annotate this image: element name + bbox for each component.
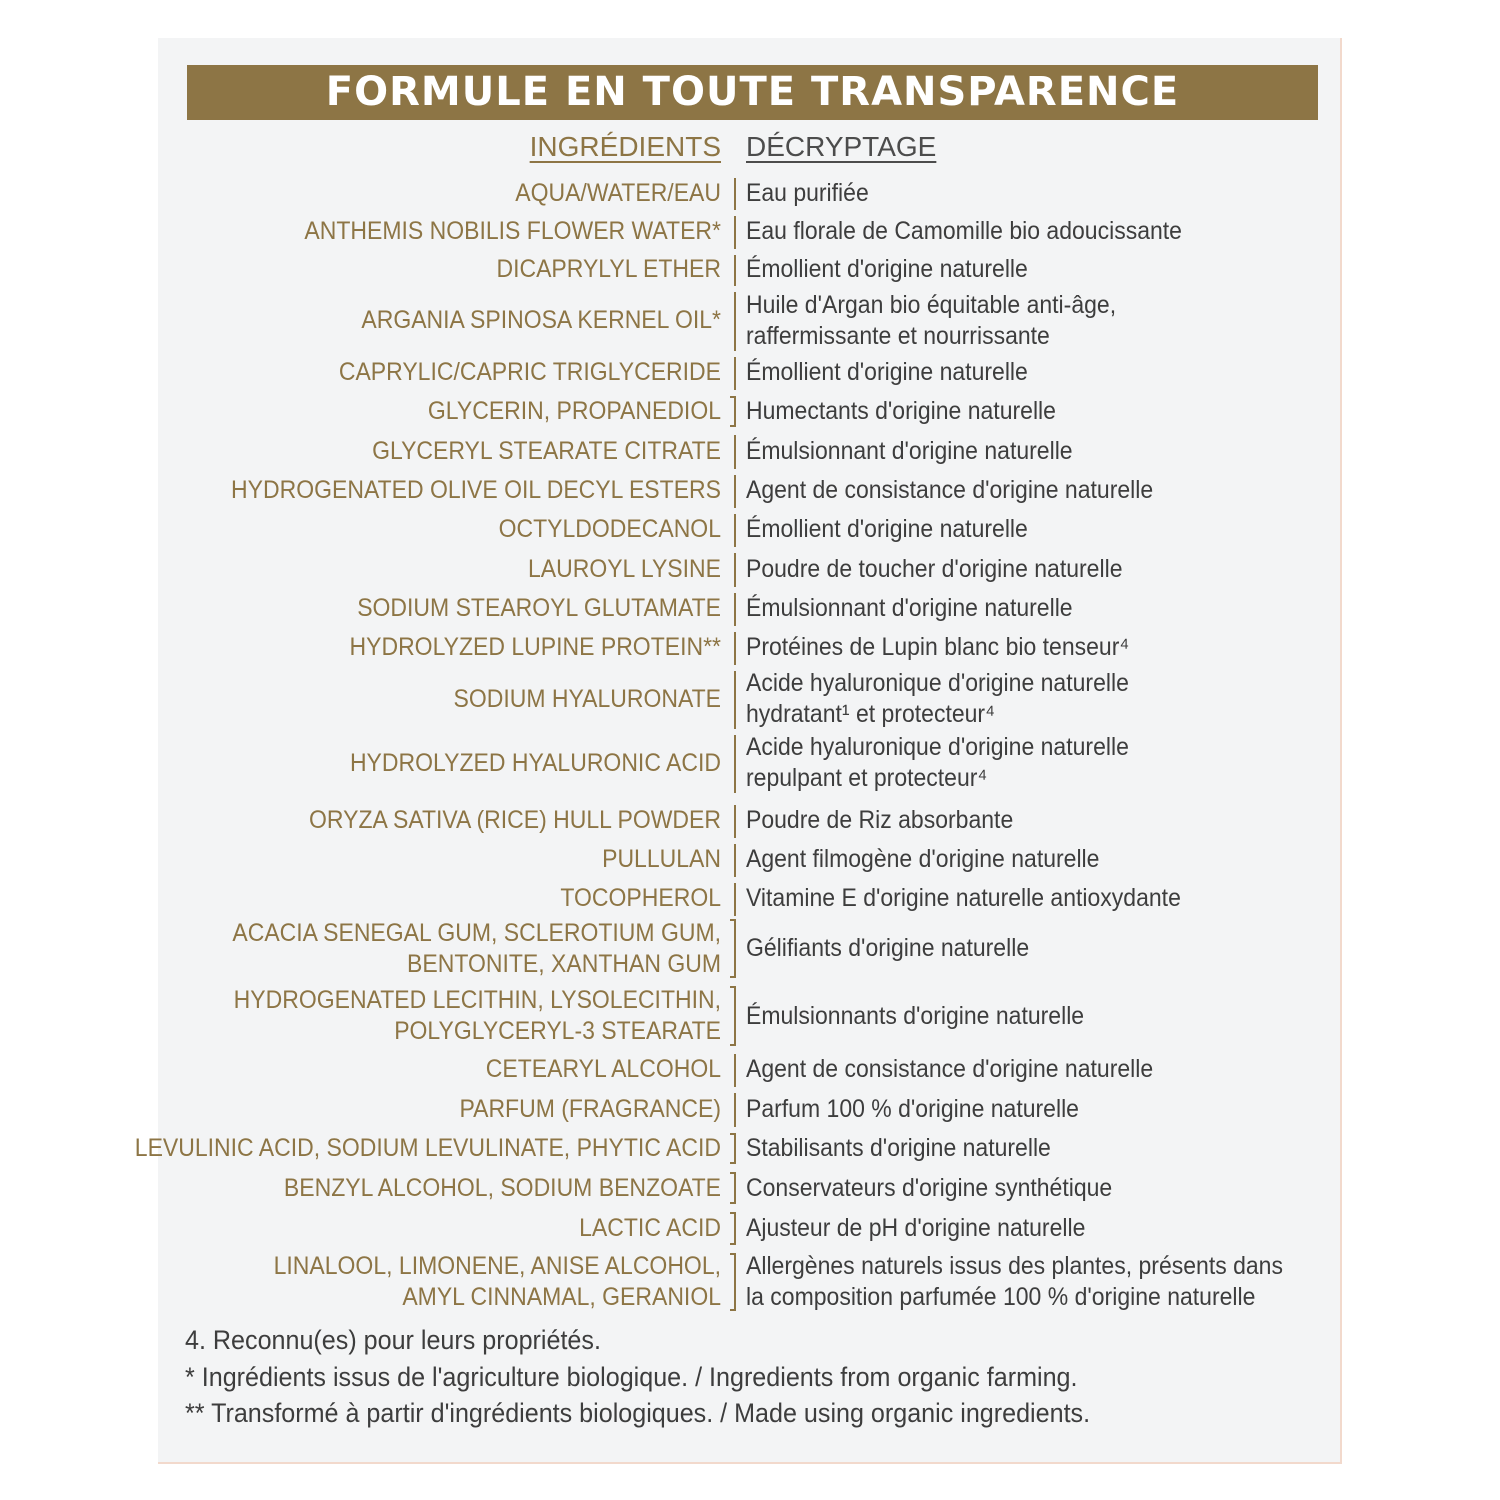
ingredient-name bbox=[206, 288, 721, 353]
footnote: * Ingrédients issus de l'agriculture biologique. / Ingredients from organic farming. bbox=[185, 1361, 1078, 1392]
table-row bbox=[0, 589, 1500, 628]
description-line: Huile d'Argan bio équitable anti-âge, bbox=[746, 290, 1117, 319]
ingredient-line: HYDROLYZED LUPINE PROTEIN** bbox=[349, 633, 721, 661]
separator-line bbox=[734, 178, 736, 210]
ingredient-name bbox=[206, 801, 721, 840]
ingredient-line: CAPRYLIC/CAPRIC TRIGLYCERIDE bbox=[338, 358, 721, 386]
ingredient-line: BENTONITE, XANTHAN GUM bbox=[407, 949, 721, 978]
footnotes bbox=[185, 1322, 1090, 1432]
ingredient-name bbox=[206, 431, 721, 471]
ingredient-description bbox=[746, 1249, 1283, 1315]
separator-line bbox=[734, 216, 736, 249]
description-line: Allergènes naturels issus des plantes, présents dans bbox=[746, 1252, 1283, 1280]
separator-line bbox=[734, 735, 736, 793]
ingredient-name bbox=[206, 353, 721, 392]
ingredient-description bbox=[746, 915, 1270, 982]
group-bracket bbox=[730, 1133, 736, 1164]
ingredient-name bbox=[206, 251, 721, 288]
description-line: Vitamine E d'origine naturelle antioxydante bbox=[746, 884, 1181, 912]
ingredient-line: ACACIA SENEGAL GUM, SCLEROTIUM GUM, bbox=[232, 918, 721, 947]
table-row bbox=[0, 801, 1500, 840]
ingredient-line: POLYGLYCERYL-3 STEARATE bbox=[394, 1017, 721, 1045]
separator-line bbox=[734, 255, 736, 286]
separator-line bbox=[734, 435, 736, 469]
ingredient-line: ORYZA SATIVA (RICE) HULL POWDER bbox=[309, 806, 721, 834]
ingredient-name bbox=[206, 1168, 721, 1208]
separator-line bbox=[734, 514, 736, 547]
description-line: la composition parfumée 100 % d'origine naturelle bbox=[746, 1283, 1256, 1311]
ingredient-name bbox=[206, 731, 721, 795]
table-row bbox=[0, 667, 1500, 731]
separator-line bbox=[734, 475, 736, 508]
ingredient-line: AQUA/WATER/EAU bbox=[515, 178, 721, 207]
table-row bbox=[0, 1129, 1500, 1168]
table-row bbox=[0, 353, 1500, 392]
description-line: Poudre de toucher d'origine naturelle bbox=[746, 554, 1123, 583]
separator-line bbox=[734, 1093, 736, 1127]
ingredient-line: SODIUM STEAROYL GLUTAMATE bbox=[357, 594, 721, 622]
ingredient-description bbox=[746, 879, 1270, 918]
ingredient-line: LAUROYL LYSINE bbox=[527, 554, 721, 583]
description-line: Agent de consistance d'origine naturelle bbox=[746, 1055, 1154, 1083]
description-line: Émollient d'origine naturelle bbox=[746, 358, 1028, 386]
separator-line bbox=[734, 805, 736, 838]
description-line: raffermissante et nourrissante bbox=[746, 321, 1050, 350]
description-line: Émollient d'origine naturelle bbox=[746, 255, 1028, 283]
ingredient-line: PARFUM (FRAGRANCE) bbox=[459, 1094, 721, 1123]
ingredient-description bbox=[746, 982, 1270, 1050]
table-row bbox=[0, 1050, 1500, 1089]
description-line: Conservateurs d'origine synthétique bbox=[746, 1173, 1113, 1202]
description-line: Agent filmogène d'origine naturelle bbox=[746, 845, 1100, 873]
ingredient-description bbox=[746, 471, 1270, 510]
ingredient-description bbox=[746, 549, 1270, 589]
separator-line bbox=[734, 553, 736, 587]
ingredient-line: ANTHEMIS NOBILIS FLOWER WATER* bbox=[304, 217, 721, 245]
group-bracket bbox=[730, 396, 736, 427]
ingredient-line: HYDROGENATED OLIVE OIL DECYL ESTERS bbox=[231, 476, 721, 504]
ingredient-description bbox=[746, 801, 1270, 840]
group-bracket bbox=[730, 1212, 736, 1245]
group-bracket bbox=[730, 986, 736, 1046]
banner-title: FORMULE EN TOUTE TRANSPARENCE bbox=[187, 65, 1318, 120]
ingredient-name bbox=[206, 840, 721, 879]
separator-line bbox=[734, 632, 736, 665]
ingredient-description bbox=[746, 510, 1270, 549]
table-row bbox=[0, 174, 1500, 212]
group-bracket bbox=[730, 919, 736, 978]
ingredient-line: CETEARYL ALCOHOL bbox=[485, 1055, 721, 1083]
ingredient-description bbox=[746, 1208, 1270, 1249]
ingredient-line: ARGANIA SPINOSA KERNEL OIL* bbox=[361, 306, 721, 334]
ingredient-description bbox=[746, 288, 1270, 353]
table-row bbox=[0, 392, 1500, 431]
footnote: 4. Reconnu(es) pour leurs propriétés. bbox=[185, 1325, 601, 1355]
description-line: Émulsionnant d'origine naturelle bbox=[746, 594, 1073, 622]
ingredient-description bbox=[746, 251, 1270, 288]
table-row bbox=[0, 510, 1500, 549]
ingredient-name bbox=[206, 549, 721, 589]
ingredient-description bbox=[746, 1050, 1270, 1089]
ingredient-name bbox=[206, 667, 721, 731]
description-line: repulpant et protecteur⁴ bbox=[746, 764, 988, 792]
ingredient-description bbox=[746, 392, 1270, 431]
ingredient-name bbox=[206, 589, 721, 628]
ingredient-name bbox=[206, 628, 721, 667]
ingredient-line: LINALOOL, LIMONENE, ANISE ALCOHOL, bbox=[273, 1252, 721, 1280]
description-line: Eau purifiée bbox=[746, 178, 869, 207]
description-line: Émulsionnant d'origine naturelle bbox=[746, 436, 1073, 465]
table-row bbox=[0, 915, 1500, 982]
table-row bbox=[0, 731, 1500, 795]
description-line: Gélifiants d'origine naturelle bbox=[746, 934, 1030, 962]
table-row bbox=[0, 1089, 1500, 1129]
separator-line bbox=[734, 844, 736, 877]
description-line: Émulsionnants d'origine naturelle bbox=[746, 1001, 1085, 1030]
ingredient-description bbox=[746, 1129, 1270, 1168]
ingredient-name bbox=[206, 510, 721, 549]
group-bracket bbox=[730, 1253, 736, 1311]
table-row bbox=[0, 1168, 1500, 1208]
ingredient-line: PULLULAN bbox=[602, 845, 721, 873]
table-row bbox=[0, 251, 1500, 288]
table-row bbox=[0, 471, 1500, 510]
separator-line bbox=[734, 883, 736, 916]
footnote: ** Transformé à partir d'ingrédients biologiques. / Made using organic ingredients. bbox=[185, 1398, 1091, 1428]
ingredient-description bbox=[746, 589, 1270, 628]
ingredient-line: GLYCERIN, PROPANEDIOL bbox=[427, 397, 721, 425]
description-line: hydratant¹ et protecteur⁴ bbox=[746, 700, 995, 728]
table-row bbox=[0, 1249, 1500, 1315]
description-line: Protéines de Lupin blanc bio tenseur⁴ bbox=[746, 633, 1130, 661]
separator-line bbox=[734, 357, 736, 390]
ingredient-description bbox=[746, 1168, 1270, 1208]
separator-line bbox=[734, 593, 736, 626]
ingredient-line: SODIUM HYALURONATE bbox=[453, 684, 721, 713]
ingredient-name bbox=[206, 1089, 721, 1129]
ingredient-line: TOCOPHEROL bbox=[560, 884, 721, 912]
ingredient-name bbox=[206, 1050, 721, 1089]
ingredient-description bbox=[746, 1089, 1270, 1129]
table-row bbox=[0, 879, 1500, 918]
ingredient-name bbox=[206, 915, 721, 982]
description-line: Parfum 100 % d'origine naturelle bbox=[746, 1094, 1079, 1123]
ingredient-description bbox=[746, 212, 1270, 251]
separator-line bbox=[734, 292, 736, 351]
description-line: Acide hyaluronique d'origine naturelle bbox=[746, 669, 1129, 697]
table-row bbox=[0, 1208, 1500, 1249]
ingredient-line: AMYL CINNAMAL, GERANIOL bbox=[402, 1283, 721, 1311]
ingredient-description bbox=[746, 431, 1270, 471]
ingredient-name bbox=[206, 471, 721, 510]
ingredient-name bbox=[134, 1129, 721, 1168]
description-line: Ajusteur de pH d'origine naturelle bbox=[746, 1214, 1086, 1242]
table-row bbox=[0, 628, 1500, 667]
description-line: Acide hyaluronique d'origine naturelle bbox=[746, 733, 1129, 761]
ingredient-name bbox=[206, 1208, 721, 1249]
description-line: Poudre de Riz absorbante bbox=[746, 806, 1014, 834]
column-header-ingredients: INGRÉDIENTS bbox=[529, 131, 721, 162]
ingredient-line: DICAPRYLYL ETHER bbox=[496, 255, 721, 283]
column-header-decryptage: DÉCRYPTAGE bbox=[746, 131, 937, 162]
table-row bbox=[0, 840, 1500, 879]
ingredient-line: LEVULINIC ACID, SODIUM LEVULINATE, PHYTIC ACID bbox=[134, 1134, 721, 1162]
group-bracket bbox=[730, 1172, 736, 1204]
separator-line bbox=[734, 1054, 736, 1087]
ingredient-description bbox=[746, 840, 1270, 879]
description-line: Émollient d'origine naturelle bbox=[746, 515, 1028, 543]
ingredient-name bbox=[206, 1249, 721, 1315]
ingredient-line: HYDROGENATED LECITHIN, LYSOLECITHIN, bbox=[233, 986, 721, 1014]
ingredient-name bbox=[206, 212, 721, 251]
ingredient-line: BENZYL ALCOHOL, SODIUM BENZOATE bbox=[283, 1173, 721, 1202]
ingredient-description bbox=[746, 628, 1270, 667]
ingredient-line: HYDROLYZED HYALURONIC ACID bbox=[349, 748, 721, 777]
ingredient-description bbox=[746, 667, 1270, 731]
table-row bbox=[0, 212, 1500, 251]
description-line: Agent de consistance d'origine naturelle bbox=[746, 476, 1154, 504]
ingredient-line: GLYCERYL STEARATE CITRATE bbox=[372, 436, 721, 465]
ingredient-name bbox=[206, 174, 721, 212]
ingredient-line: LACTIC ACID bbox=[579, 1214, 721, 1242]
table-row bbox=[0, 982, 1500, 1050]
description-line: Humectants d'origine naturelle bbox=[746, 397, 1056, 425]
table-row bbox=[0, 288, 1500, 353]
ingredient-line: OCTYLDODECANOL bbox=[498, 515, 721, 543]
ingredient-description bbox=[746, 174, 1270, 212]
ingredient-name bbox=[206, 879, 721, 918]
description-line: Stabilisants d'origine naturelle bbox=[746, 1134, 1051, 1162]
table-row bbox=[0, 549, 1500, 589]
description-line: Eau florale de Camomille bio adoucissante bbox=[746, 217, 1182, 245]
table-row bbox=[0, 431, 1500, 471]
ingredient-name bbox=[206, 392, 721, 431]
ingredient-name bbox=[206, 982, 721, 1050]
ingredient-description bbox=[746, 731, 1270, 795]
separator-line bbox=[734, 671, 736, 729]
ingredient-description bbox=[746, 353, 1270, 392]
